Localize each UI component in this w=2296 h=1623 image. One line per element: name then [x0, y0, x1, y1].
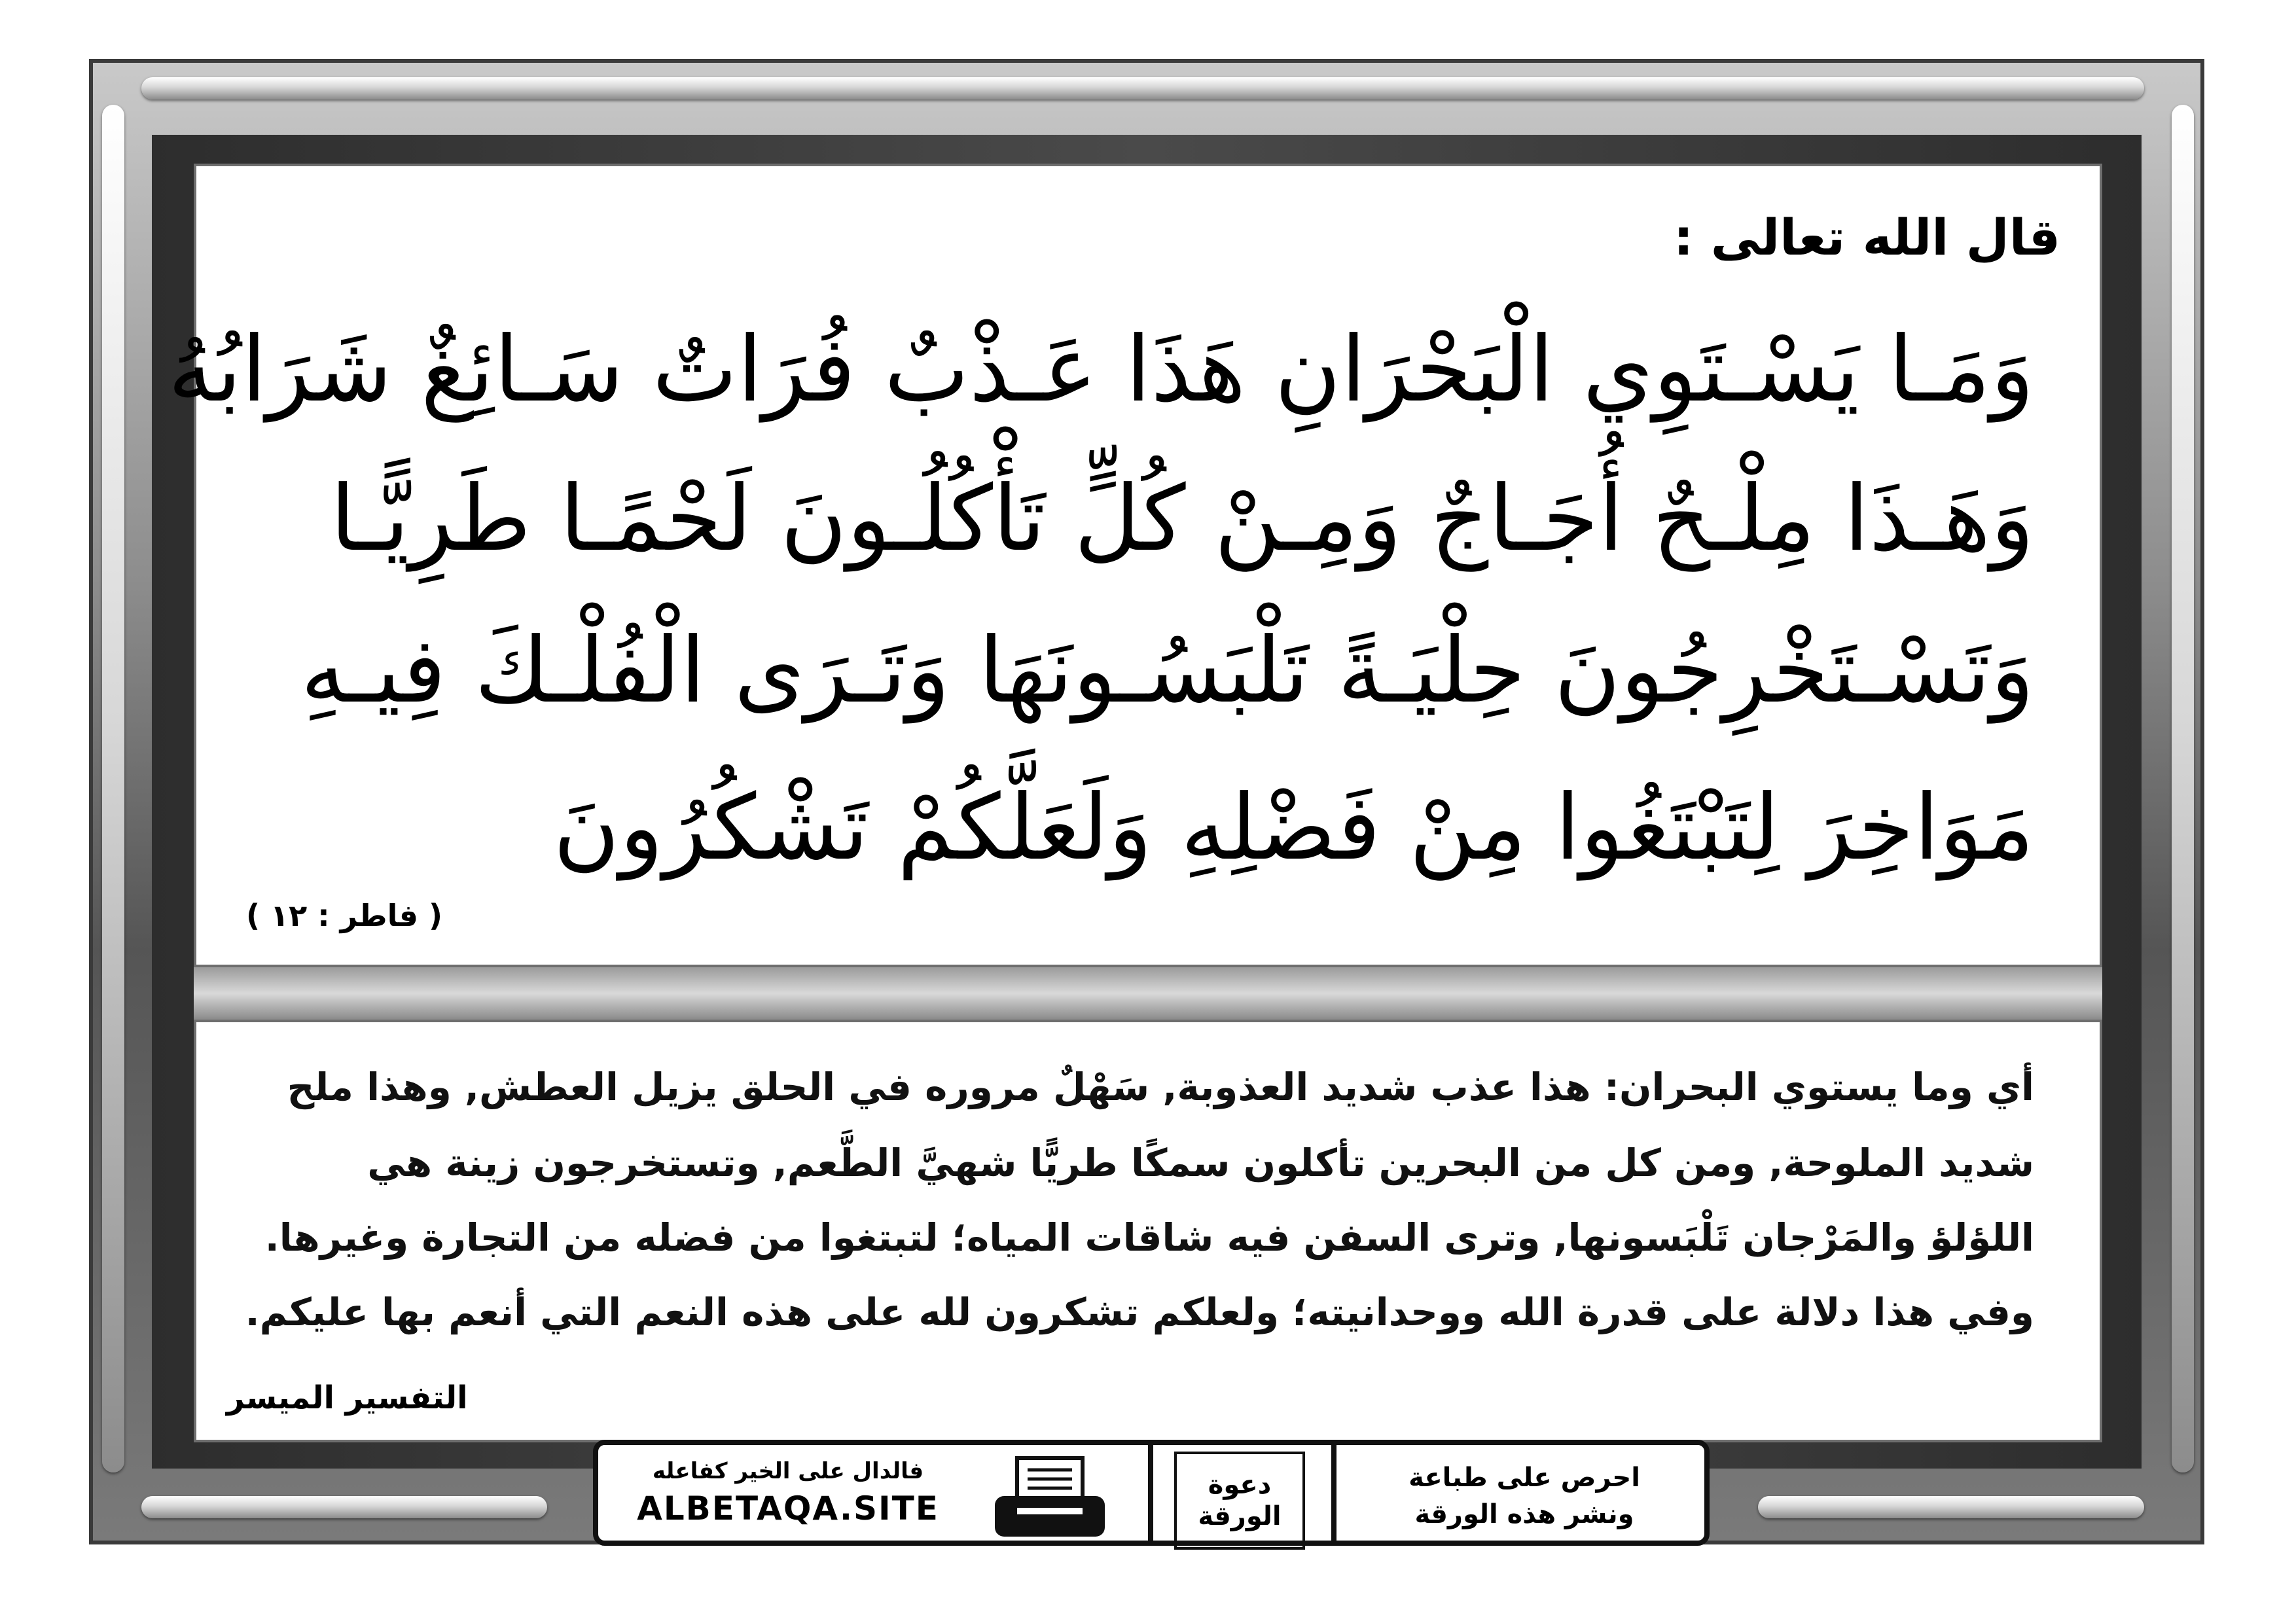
albetaqa-logo [1174, 1452, 1305, 1550]
footer-box [593, 1440, 1710, 1546]
footer-slogan: فالدال على الخير كفاعله [652, 1458, 924, 1484]
tafsir-line-1: أي وما يستوي البحران: هذا عذب شديد العذوبة, سَهْلٌ مروره في الحلق يزيل العطش, وهذا ملح [287, 1065, 2034, 1109]
verse-reference: ( فاطر : ١٢ ) [246, 898, 443, 933]
frame-bar-bottom-left [141, 1496, 547, 1518]
panel-separator [194, 967, 2102, 1020]
verse-line-2: وَهَـذَا مِلْـحٌ أُجَـاجٌ وَمِـنْ كُلٍّ تَأْكُلُـونَ لَحْمًـا طَرِيًّـا [330, 466, 2034, 571]
logo-line-2: الورقة [1198, 1501, 1282, 1531]
frame-bar-left [102, 105, 124, 1472]
frame-bar-top [141, 77, 2144, 99]
tafsir-source: التفسير الميسر [226, 1380, 468, 1416]
footer-note-line-1: احرص على طباعة [1408, 1463, 1640, 1493]
tafsir-line-4: وفي هذا دلالة على قدرة الله ووحدانيته؛ ولعلكم تشكرون لله على هذه النعم التي أنعم بها عليكم. [245, 1290, 2034, 1334]
verse-line-1: وَمَـا يَسْـتَوِي الْبَحْرَانِ هَذَا عَـذْبٌ فُرَاتٌ سَـائِغٌ شَرَابُهُ [168, 317, 2034, 422]
logo-line-1: دعوة [1208, 1470, 1272, 1500]
footer-divider-2 [1331, 1445, 1336, 1541]
frame-bar-bottom-right [1758, 1496, 2144, 1518]
footer-divider-1 [1148, 1445, 1153, 1541]
footer-left [618, 1458, 958, 1527]
footer-note-line-2: ونشر هذه الورقة [1414, 1499, 1634, 1529]
printer-icon [991, 1455, 1109, 1541]
tafsir-line-3: اللؤلؤ والمَرْجان تَلْبَسونها, وترى السفن فيه شاقات المياه؛ لتبتغوا من فضله من التجارة وغيرها. [264, 1215, 2034, 1260]
footer-right [1371, 1459, 1678, 1533]
footer-site-link[interactable]: ALBETAQA.SITE [637, 1489, 939, 1527]
tafsir-line-2: شديد الملوحة, ومن كل من البحرين تأكلون سمكًا طريًّا شهيَّ الطَّعم, وتستخرجون زينة هي [367, 1141, 2034, 1185]
verse-line-4: مَوَاخِرَ لِتَبْتَغُوا مِنْ فَضْلِهِ وَلَعَلَّكُمْ تَشْكُرُونَ [553, 775, 2034, 880]
verse-line-3: وَتَسْـتَخْرِجُونَ حِلْيَـةً تَلْبَسُـونَهَا وَتَـرَى الْفُلْـكَ فِيـهِ [300, 618, 2034, 723]
verse-heading: قال الله تعالى : [1673, 208, 2060, 266]
frame-bar-right [2172, 105, 2194, 1472]
